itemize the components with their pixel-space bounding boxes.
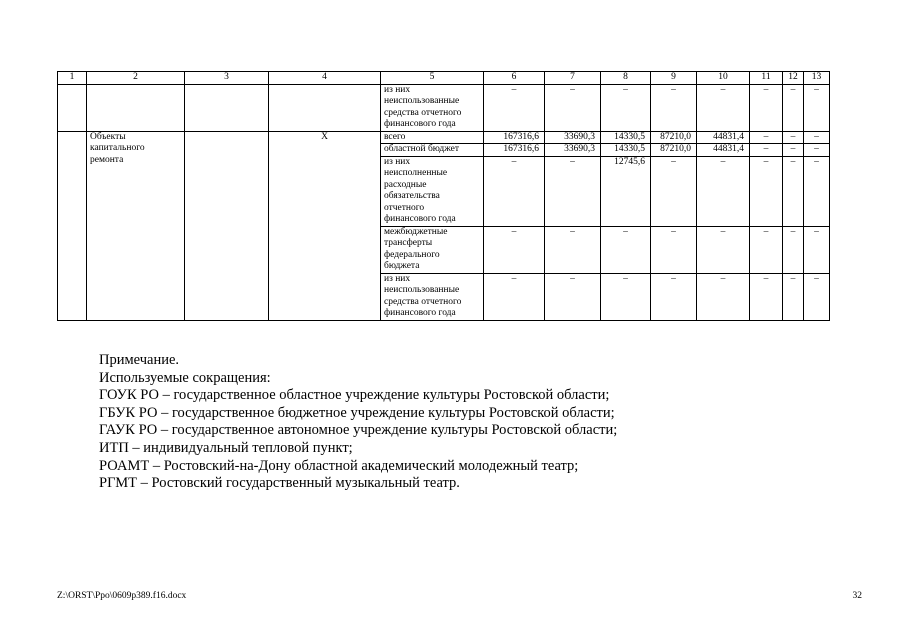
value-cell: – [484,84,545,131]
value-cell: – [545,84,601,131]
value-cell: – [651,226,697,273]
abbreviation-item: РОАМТ – Ростовский-на-Дону областной академический молодежный театр; [99,457,579,474]
value-cell: – [601,84,651,131]
value-cell: – [750,226,783,273]
value-cell: – [697,84,750,131]
value-cell: 87210,0 [651,131,697,144]
value-cell: – [750,144,783,157]
label-line: финансового года [384,119,456,129]
column-number: 5 [381,72,484,85]
value-cell: – [750,131,783,144]
row-label-cell: областной бюджет [381,144,484,157]
value-cell: 33690,3 [545,144,601,157]
value-cell: 14330,5 [601,131,651,144]
column-number: 8 [601,72,651,85]
value-cell: – [545,226,601,273]
value-cell: 87210,0 [651,144,697,157]
value-cell: – [783,156,804,226]
row-label-cell: всего [381,131,484,144]
column-number: 12 [783,72,804,85]
value-cell: – [484,226,545,273]
value-cell: – [601,273,651,320]
value-cell: – [783,84,804,131]
value-cell: – [697,156,750,226]
column-number: 13 [804,72,830,85]
label-line: неисполненные [384,168,448,178]
value-cell: – [651,84,697,131]
header-row [58,72,830,85]
row-label-cell [381,273,484,320]
empty-cell [58,84,87,131]
column-number: 1 [58,72,87,85]
object-name-line: Объекты [90,131,126,142]
label-line: из них [384,273,411,284]
value-cell: – [804,156,830,226]
abbreviation-item: ГОУК РО – государственное областное учреждение культуры Ростовской области; [99,387,610,404]
label-line: неиспользованные [384,96,460,106]
value-cell: – [697,273,750,320]
empty-cell [185,84,269,131]
value-cell: – [804,226,830,273]
empty-cell [87,84,185,131]
footer-file-path: Z:\ORST\Ppo\0609p389.f16.docx [57,591,187,601]
column-number: 9 [651,72,697,85]
row-label-cell [381,84,484,131]
notes-section [99,352,617,493]
abbreviation-item: РГМТ – Ростовский государственный музыкальный театр. [99,475,460,492]
note-title: Примечание. [99,352,180,368]
object-name-cell [87,131,185,320]
value-cell: – [804,144,830,157]
abbreviation-item: ГБУК РО – государственное бюджетное учреждение культуры Ростовской области; [99,404,615,421]
value-cell: – [783,144,804,157]
budget-table [57,71,830,321]
value-cell: 167316,6 [484,144,545,157]
empty-cell [269,84,381,131]
row-label-cell [381,226,484,273]
value-cell: – [750,156,783,226]
value-cell: – [651,156,697,226]
column-number: 2 [87,72,185,85]
value-cell: – [804,273,830,320]
value-cell: – [484,156,545,226]
column-number: 6 [484,72,545,85]
table-row [58,84,830,131]
label-line: расходные [384,179,427,190]
label-line: финансового года [384,214,456,224]
value-cell: 14330,5 [601,144,651,157]
footer-page-number: 32 [852,591,862,601]
label-line: трансферты [384,238,433,248]
label-line: из них [384,84,411,95]
value-cell: – [750,273,783,320]
mark-cell: Х [269,131,381,320]
object-name-line: ремонта [90,154,124,165]
value-cell: 167316,6 [484,131,545,144]
label-line: межбюджетные [384,226,448,237]
value-cell: – [783,273,804,320]
label-line: неиспользованные [384,285,460,295]
value-cell: – [545,156,601,226]
value-cell: 44831,4 [697,131,750,144]
label-line: средства отчетного [384,296,462,307]
value-cell: – [697,226,750,273]
label-line: финансового года [384,308,456,318]
value-cell: 33690,3 [545,131,601,144]
abbreviations-heading: Используемые сокращения: [99,369,271,386]
value-cell: – [601,226,651,273]
object-name-line: капитального [90,143,145,153]
label-line: федерального [384,249,440,260]
value-cell: – [783,131,804,144]
label-line: отчетного [384,202,425,213]
label-line: обязательства [384,191,440,201]
abbreviation-item: ГАУК РО – государственное автономное учреждение культуры Ростовской области; [99,422,618,439]
column-number: 10 [697,72,750,85]
value-cell: – [804,131,830,144]
column-number: 4 [269,72,381,85]
value-cell: – [651,273,697,320]
column-number: 3 [185,72,269,85]
value-cell: – [750,84,783,131]
abbreviation-item: ИТП – индивидуальный тепловой пункт; [99,439,353,456]
value-cell: – [484,273,545,320]
table-row [58,131,830,144]
value-cell: 44831,4 [697,144,750,157]
empty-cell [185,131,269,320]
value-cell: – [783,226,804,273]
empty-cell [58,131,87,320]
row-label-cell [381,156,484,226]
value-cell: 12745,6 [601,156,651,226]
label-line: средства отчетного [384,107,462,118]
value-cell: – [804,84,830,131]
column-number: 11 [750,72,783,85]
label-line: бюджета [384,261,420,271]
column-number: 7 [545,72,601,85]
label-line: из них [384,156,411,167]
value-cell: – [545,273,601,320]
